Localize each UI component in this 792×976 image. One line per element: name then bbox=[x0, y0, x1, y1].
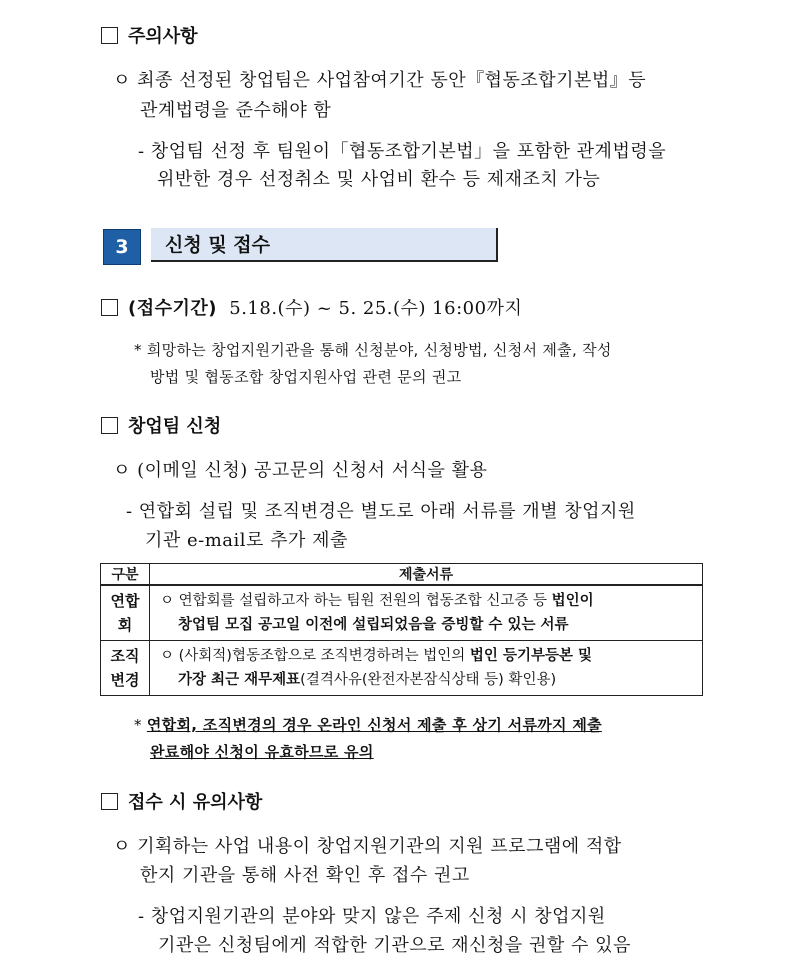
notes-heading: 접수 시 유의사항 bbox=[101, 788, 262, 814]
table-row-documents bbox=[150, 585, 703, 641]
period-note-line1: * 희망하는 창업지원기관을 통해 신청분야, 신청방법, 신청서 제출, 작성 bbox=[134, 341, 612, 359]
asterisk-mark: * bbox=[134, 716, 142, 734]
checkbox-square-icon bbox=[101, 793, 118, 810]
table-row-category bbox=[101, 585, 150, 641]
table-note-text: 연합회, 조직변경의 경우 온라인 신청서 제출 후 상기 서류까지 제출 bbox=[146, 716, 602, 734]
table-row-documents bbox=[150, 641, 703, 696]
doc-text: ㅇ (사회적)협동조합으로 조직변경하려는 법인의 bbox=[160, 648, 470, 664]
category-line: 변경 bbox=[110, 671, 140, 689]
apply-dash-line1: - 연합회 설립 및 조직변경은 별도로 아래 서류를 개별 창업지원 bbox=[126, 501, 636, 522]
table-row bbox=[101, 585, 703, 641]
table-row bbox=[101, 641, 703, 696]
table-header-category: 구분 bbox=[101, 564, 150, 586]
doc-text: (결격사유(완전자본잠식상태 등) 확인용) bbox=[300, 672, 557, 688]
notes-bullet-line2: 한지 기관을 통해 사전 확인 후 접수 권고 bbox=[140, 865, 470, 886]
caution-dash-line1: - 창업팀 선정 후 팀원이「협동조합기본법」을 포함한 관계법령을 bbox=[138, 141, 667, 162]
section-title: 신청 및 접수 bbox=[151, 228, 498, 262]
doc-text-bold: 창업팀 모집 공고일 이전에 설립되었음을 증빙할 수 있는 서류 bbox=[178, 617, 569, 633]
period-label: (접수기간) bbox=[128, 298, 218, 319]
category-line: 조직 bbox=[110, 647, 140, 665]
table-note-line2 bbox=[150, 741, 374, 762]
period-value: 5.18.(수) ~ 5. 25.(수) 16:00까지 bbox=[229, 298, 523, 319]
documents-table bbox=[100, 563, 703, 696]
apply-dash-line2: 기관 e-mail로 추가 제출 bbox=[145, 530, 348, 551]
period-line bbox=[101, 294, 522, 320]
caution-heading: 주의사항 bbox=[101, 22, 198, 48]
table-note-line1 bbox=[134, 714, 602, 735]
notes-bullet-line1: ㅇ 기획하는 사업 내용이 창업지원기관의 지원 프로그램에 적합 bbox=[113, 836, 622, 857]
checkbox-square-icon bbox=[101, 27, 118, 44]
category-line: 연합 bbox=[110, 592, 140, 610]
table-note-text: 완료해야 신청이 유효하므로 유의 bbox=[150, 743, 374, 761]
apply-bullet: ㅇ (이메일 신청) 공고문의 신청서 서식을 활용 bbox=[113, 460, 488, 481]
caution-bullet-line1: ㅇ 최종 선정된 창업팀은 사업참여기간 동안『협동조합기본법』등 bbox=[113, 70, 647, 91]
checkbox-square-icon bbox=[101, 417, 118, 434]
doc-text: ㅇ 연합회를 설립하고자 하는 팀원 전원의 협동조합 신고증 등 bbox=[160, 593, 552, 609]
table-header-row bbox=[101, 564, 703, 586]
section-number: 3 bbox=[103, 229, 141, 265]
notes-dash-line1: - 창업지원기관의 분야와 맞지 않은 주제 신청 시 창업지원 bbox=[138, 906, 606, 927]
doc-text-bold: 법인이 bbox=[551, 593, 594, 609]
checkbox-square-icon bbox=[101, 299, 118, 316]
table-header-documents: 제출서류 bbox=[150, 564, 703, 586]
table-row-category bbox=[101, 641, 150, 696]
notes-dash-line2: 기관은 신청팀에게 적합한 기관으로 재신청을 권할 수 있음 bbox=[158, 935, 631, 956]
period-note-line2: 방법 및 협동조합 창업지원사업 관련 문의 권고 bbox=[150, 368, 462, 386]
apply-heading: 창업팀 신청 bbox=[101, 412, 221, 438]
category-line: 회 bbox=[117, 616, 133, 634]
doc-text-bold: 가장 최근 재무제표 bbox=[178, 672, 301, 688]
caution-bullet-line2: 관계법령을 준수해야 함 bbox=[140, 100, 332, 121]
caution-dash-line2: 위반한 경우 선정취소 및 사업비 환수 등 제재조치 가능 bbox=[157, 169, 601, 190]
doc-text-bold: 법인 등기부등본 및 bbox=[469, 648, 593, 664]
